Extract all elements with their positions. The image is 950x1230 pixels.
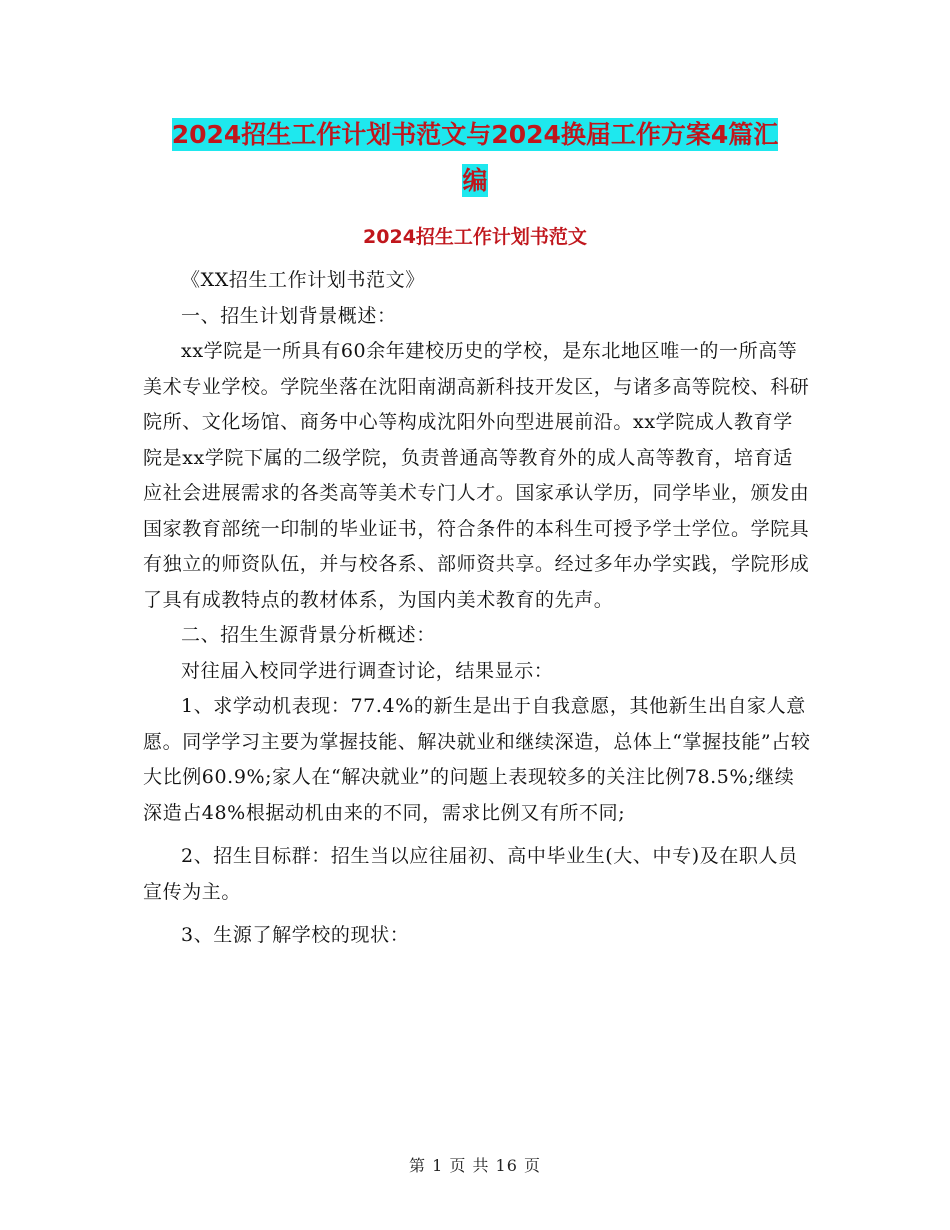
paragraph-target-group: 2、招生目标群：招生当以应往届初、高中毕业生(大、中专)及在职人员宣传为主。 xyxy=(143,845,798,903)
document-title-line-2: 编 xyxy=(462,166,488,195)
heading-source-analysis: 二、招生生源背景分析概述： xyxy=(181,624,436,646)
document-title xyxy=(140,112,810,204)
paragraph-motivation: 1、求学动机表现：77.4%的新生是出于自我意愿，其他新生出自家人意愿。同学学习主要为掌握技能、解决就业和继续深造，总体上“掌握技能”占较大比例60.9%;家人在“解决就业”的问题上表现较多的关注比例78.5%;继续深造占48%根据动机由来的不同，需求比例又有所不同; xyxy=(143,695,811,824)
section-title: 2024招生工作计划书范文 xyxy=(363,226,587,248)
document-title-line-1: 2024招生工作计划书范文与2024换届工作方案4篇汇 xyxy=(171,120,779,149)
page-footer: 第 1 页 共 16 页 xyxy=(409,1156,541,1175)
heading-background-overview: 一、招生计划背景概述： xyxy=(181,304,397,327)
paragraph-school-intro: xx学院是一所具有60余年建校历史的学校，是东北地区唯一的一所高等美术专业学校。学院坐落在沈阳南湖高新科技开发区，与诸多高等院校、科研院所、文化场馆、商务中心等构成沈阳外向型进展前沿。xx学院成人教育学院是xx学院下属的二级学院，负责普通高等教育外的成人高等教育，培育适应社会进展需求的各类高等美术专门人才。国家承认学历，同学毕业，颁发由国家教育部统一印制的毕业证书，符合条件的本科生可授予学士学位。学院具有独立的师资队伍，并与校各系、部师资共享。经过多年办学实践，学院形成了具有成教特点的教材体系，为国内美术教育的先声。 xyxy=(143,340,810,611)
paragraph-survey-intro: 对往届入校同学进行调查讨论，结果显示： xyxy=(181,659,554,682)
paragraph-source-status: 3、生源了解学校的现状： xyxy=(181,924,410,946)
document-body xyxy=(143,263,811,954)
paragraph-doc-name: 《XX招生工作计划书范文》 xyxy=(181,269,425,291)
